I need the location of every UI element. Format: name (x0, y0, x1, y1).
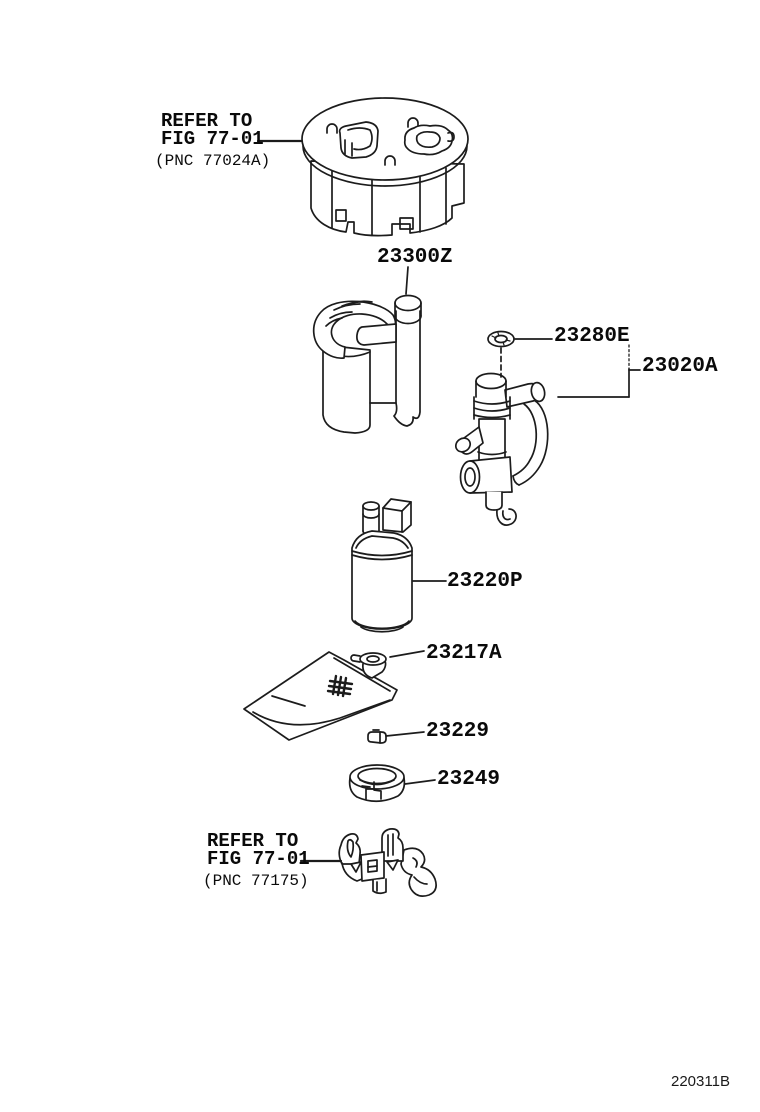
callout-23249[interactable]: 23249 (437, 768, 501, 791)
refer-note-top-line2: FIG 77-01 (161, 128, 264, 150)
grommet-drawing (368, 730, 386, 743)
callout-23300z[interactable]: 23300Z (377, 246, 453, 269)
callout-23229[interactable]: 23229 (426, 720, 490, 743)
doc-code: 220311B (671, 1073, 730, 1090)
callout-23217a[interactable]: 23217A (426, 642, 502, 665)
refer-note-bottom-line2: FIG 77-01 (207, 848, 310, 870)
fuel-strainer-drawing (244, 652, 397, 740)
bracket-drawing (339, 829, 436, 896)
callout-23020a[interactable]: 23020A (642, 355, 718, 378)
refer-note-top-line3: (PNC 77024A) (155, 152, 271, 170)
gasket-drawing (488, 332, 514, 347)
pump-spacer-drawing (350, 765, 405, 801)
refer-note-bottom[interactable] (203, 830, 310, 890)
refer-note-top[interactable] (155, 110, 271, 170)
fuel-pump-drawing (352, 499, 412, 632)
callout-23220p[interactable]: 23220P (447, 570, 523, 593)
refer-note-top-line1: REFER TO (161, 110, 253, 132)
refer-note-bottom-line1: REFER TO (207, 830, 299, 852)
refer-note-bottom-line3: (PNC 77175) (203, 872, 309, 890)
suction-plate-drawing (302, 98, 468, 236)
callout-23280e[interactable]: 23280E (554, 325, 630, 348)
pressure-regulator-drawing (453, 374, 548, 526)
fuel-filter-drawing (314, 296, 421, 434)
